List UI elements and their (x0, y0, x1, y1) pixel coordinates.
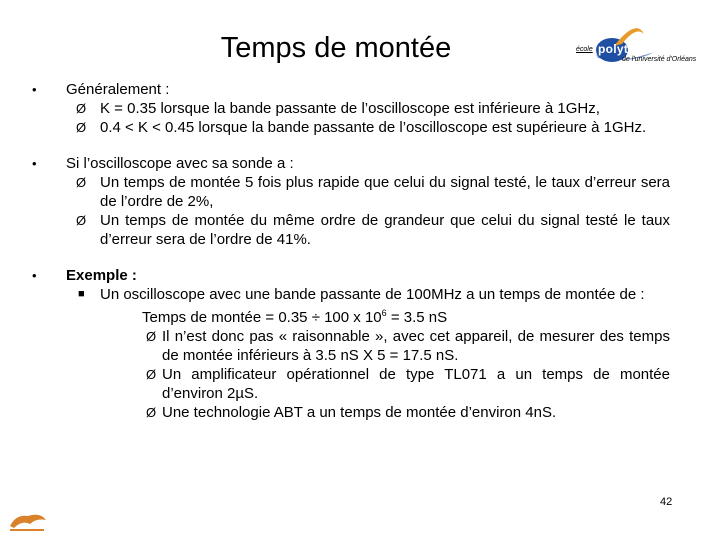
arrow-bullet-icon: Ø (76, 175, 87, 190)
example-text: Un oscilloscope avec une bande passante de 100MHz a un temps de montée de : (100, 286, 645, 303)
arrow-bullet-icon: Ø (76, 101, 87, 116)
arrow-bullet-icon: Ø (146, 405, 157, 420)
bullet-dot-icon: • (32, 268, 37, 283)
sub-item (66, 365, 670, 403)
sub-item (66, 173, 670, 211)
sub-item-text: K = 0.35 lorsque la bande passante de l’oscilloscope est inférieure à 1GHz, (100, 100, 600, 117)
sub-item (66, 99, 670, 118)
arrow-bullet-icon: Ø (146, 367, 157, 382)
footer-logo-icon (6, 508, 50, 534)
logo-ecole-text: école (576, 46, 593, 53)
logo-university-text: de l'université d'Orléans (622, 56, 697, 63)
square-bullet-icon: ■ (78, 288, 85, 300)
formula-exponent: 6 (381, 308, 387, 318)
slide-content (30, 80, 670, 422)
page-number: 42 (660, 496, 673, 508)
sub-item-text: Un temps de montée 5 fois plus rapide que celui du signal testé, le taux d’erreur sera de l’ordre de 2%, (100, 174, 670, 210)
sub-item-text: 0.4 < K < 0.45 lorsque la bande passante de l’oscilloscope est supérieure à 1GHz. (100, 119, 647, 136)
bullet-dot-icon: • (32, 156, 37, 171)
bullet-dot-icon: • (32, 82, 37, 97)
bullet-heading: Généralement : (66, 81, 170, 98)
sub-item (66, 118, 670, 137)
sub-item-text: Un amplificateur opérationnel de type TL071 a un temps de montée d’environ 2µS. (162, 366, 670, 402)
school-logo (574, 16, 714, 76)
logo-name-text: polytechnique (598, 42, 684, 56)
formula-prefix: Temps de montée = 0.35 ÷ 100 x 10 (142, 309, 382, 326)
sub-item-text: Une technologie ABT a un temps de montée d’environ 4nS. (162, 404, 557, 421)
bullet-heading: Si l’oscilloscope avec sa sonde a : (66, 155, 294, 172)
formula-suffix: = 3.5 nS (386, 309, 448, 326)
example-item (66, 285, 670, 304)
slide-title: Temps de montée (220, 32, 452, 64)
sub-item (66, 211, 670, 249)
sub-item (66, 403, 670, 422)
arrow-bullet-icon: Ø (76, 120, 87, 135)
bullet-general (30, 80, 670, 137)
sub-item-text: Il n’est donc pas « raisonnable », avec cet appareil, de mesurer des temps de montée inférieurs à 3.5 nS X 5 = 17.5 nS. (162, 328, 670, 364)
bullet-oscilloscope (30, 154, 670, 249)
arrow-bullet-icon: Ø (146, 329, 157, 344)
arrow-bullet-icon: Ø (76, 213, 87, 228)
sub-item-text: Un temps de montée du même ordre de grandeur que celui du signal testé le taux d’erreur sera de l’ordre de 41%. (100, 212, 670, 248)
bullet-heading: Exemple : (66, 267, 137, 284)
formula (66, 304, 670, 327)
sub-item (66, 327, 670, 365)
bullet-example (30, 266, 670, 422)
